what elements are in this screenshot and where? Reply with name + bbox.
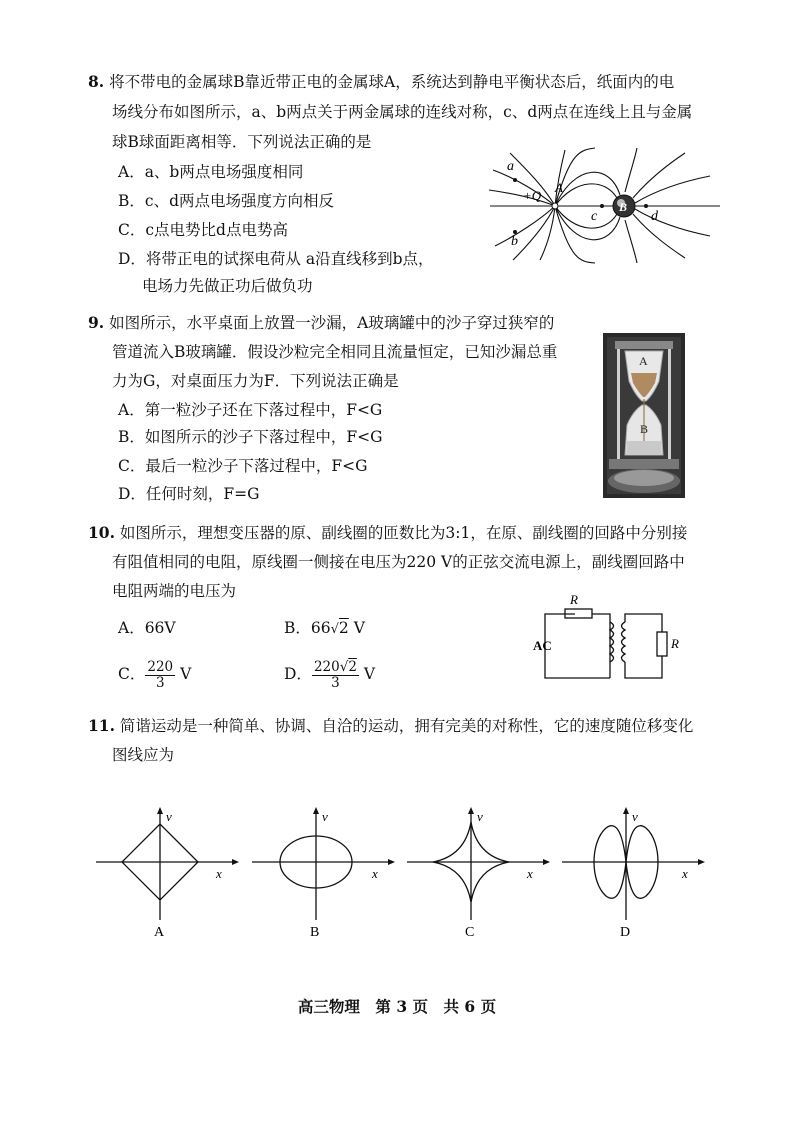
- q10-option-a: A．66V: [118, 619, 176, 637]
- graph-d-v-label: v: [632, 809, 638, 824]
- q10-number: 10.: [88, 523, 115, 542]
- graph-c-x-label: x: [527, 866, 533, 881]
- q11-line1: 简谐运动是一种简单、协调、自洽的运动，拥有完美的对称性，它的速度随位移变化: [119, 717, 694, 735]
- q11-graph-d: [560, 808, 710, 943]
- q10-transformer-circuit: [530, 594, 690, 684]
- fig-label-A: A: [555, 180, 563, 195]
- q9-option-a: A．第一粒沙子还在下落过程中，F<G: [118, 401, 383, 419]
- fig-label-b: b: [511, 234, 518, 249]
- graph-b-label: B: [310, 925, 320, 940]
- graph-c-label: C: [465, 925, 475, 940]
- q8-option-c: C．c点电势比d点电势高: [118, 221, 288, 239]
- q10-option-b: B．66√2 V: [284, 619, 365, 637]
- q9-line3: 力为G，对桌面压力为F．下列说法正确是: [112, 372, 399, 390]
- q8-number: 8.: [88, 72, 105, 91]
- q11-graph-b: [250, 808, 400, 943]
- fig-label-plusq: +Q: [523, 188, 542, 203]
- graph-a-label: A: [154, 925, 165, 940]
- q10-option-c: C． $\frac{220}{3}$ V: [118, 658, 192, 691]
- q9-line1: 如图所示，水平桌面上放置一沙漏，A玻璃罐中的沙子穿过狭窄的: [109, 314, 555, 332]
- q11-graph-a: [94, 808, 244, 943]
- q9-number: 9.: [88, 313, 105, 332]
- circuit-label-ac: AC: [533, 638, 552, 653]
- graph-b-v-label: v: [322, 809, 328, 824]
- q10-line1: 如图所示，理想变压器的原、副线圈的匝数比为3:1，在原、副线圈的回路中分别接: [119, 524, 688, 542]
- graph-c-v-label: v: [477, 809, 483, 824]
- q9-hourglass-photo: [603, 333, 685, 498]
- q9-option-c: C．最后一粒沙子下落过程中，F<G: [118, 457, 368, 475]
- q11-line2: 图线应为: [112, 746, 175, 764]
- graph-a-v-label: v: [166, 809, 172, 824]
- q8-option-d-cont: 电场力先做正功后做负功: [142, 277, 313, 295]
- circuit-label-r2: R: [671, 636, 679, 651]
- q9-line2: 管道流入B玻璃罐．假设沙粒完全相同且流量恒定，已知沙漏总重: [112, 343, 558, 361]
- q10-line2: 有阻值相同的电阻，原线圈一侧接在电压为220 V的正弦交流电源上，副线圈回路中: [112, 553, 685, 571]
- q8-option-d: D．将带正电的试探电荷从 a沿直线移到b点，: [118, 250, 434, 268]
- hourglass-label-B: B: [640, 422, 649, 436]
- circuit-label-r1: R: [570, 592, 578, 607]
- fig-label-d: d: [651, 209, 658, 224]
- q8-line1: 将不带电的金属球B靠近带正电的金属球A，系统达到静电平衡状态后，纸面内的电: [109, 73, 675, 91]
- q10-line3: 电阻两端的电压为: [112, 582, 237, 600]
- page-footer: 高三物理 第 3 页 共 6 页: [297, 997, 497, 1016]
- q10-option-d: D． $\frac{220√2}{3}$ V: [284, 658, 376, 691]
- graph-d-label: D: [620, 925, 631, 940]
- q11-number: 11.: [88, 716, 115, 735]
- q11-graph-c: [405, 808, 555, 943]
- q9-option-d: D．任何时刻，F=G: [118, 485, 260, 503]
- fig-label-c: c: [591, 209, 598, 224]
- fig-label-B: B: [619, 200, 628, 214]
- graph-a-x-label: x: [216, 866, 222, 881]
- fig-label-a: a: [507, 159, 514, 174]
- graph-d-x-label: x: [682, 866, 688, 881]
- q8-option-a: A．a、b两点电场强度相同: [118, 163, 304, 181]
- q8-line3: 球B球面距离相等．下列说法正确的是: [112, 133, 372, 151]
- q8-line2: 场线分布如图所示，a、b两点关于两金属球的连线对称，c、d两点在连线上且与金属: [112, 103, 693, 121]
- q8-option-b: B．c、d两点电场强度方向相反: [118, 192, 334, 210]
- q8-field-line-figure: [485, 148, 725, 263]
- graph-b-x-label: x: [372, 866, 378, 881]
- q9-option-b: B．如图所示的沙子下落过程中，F<G: [118, 428, 383, 446]
- hourglass-label-A: A: [639, 354, 648, 368]
